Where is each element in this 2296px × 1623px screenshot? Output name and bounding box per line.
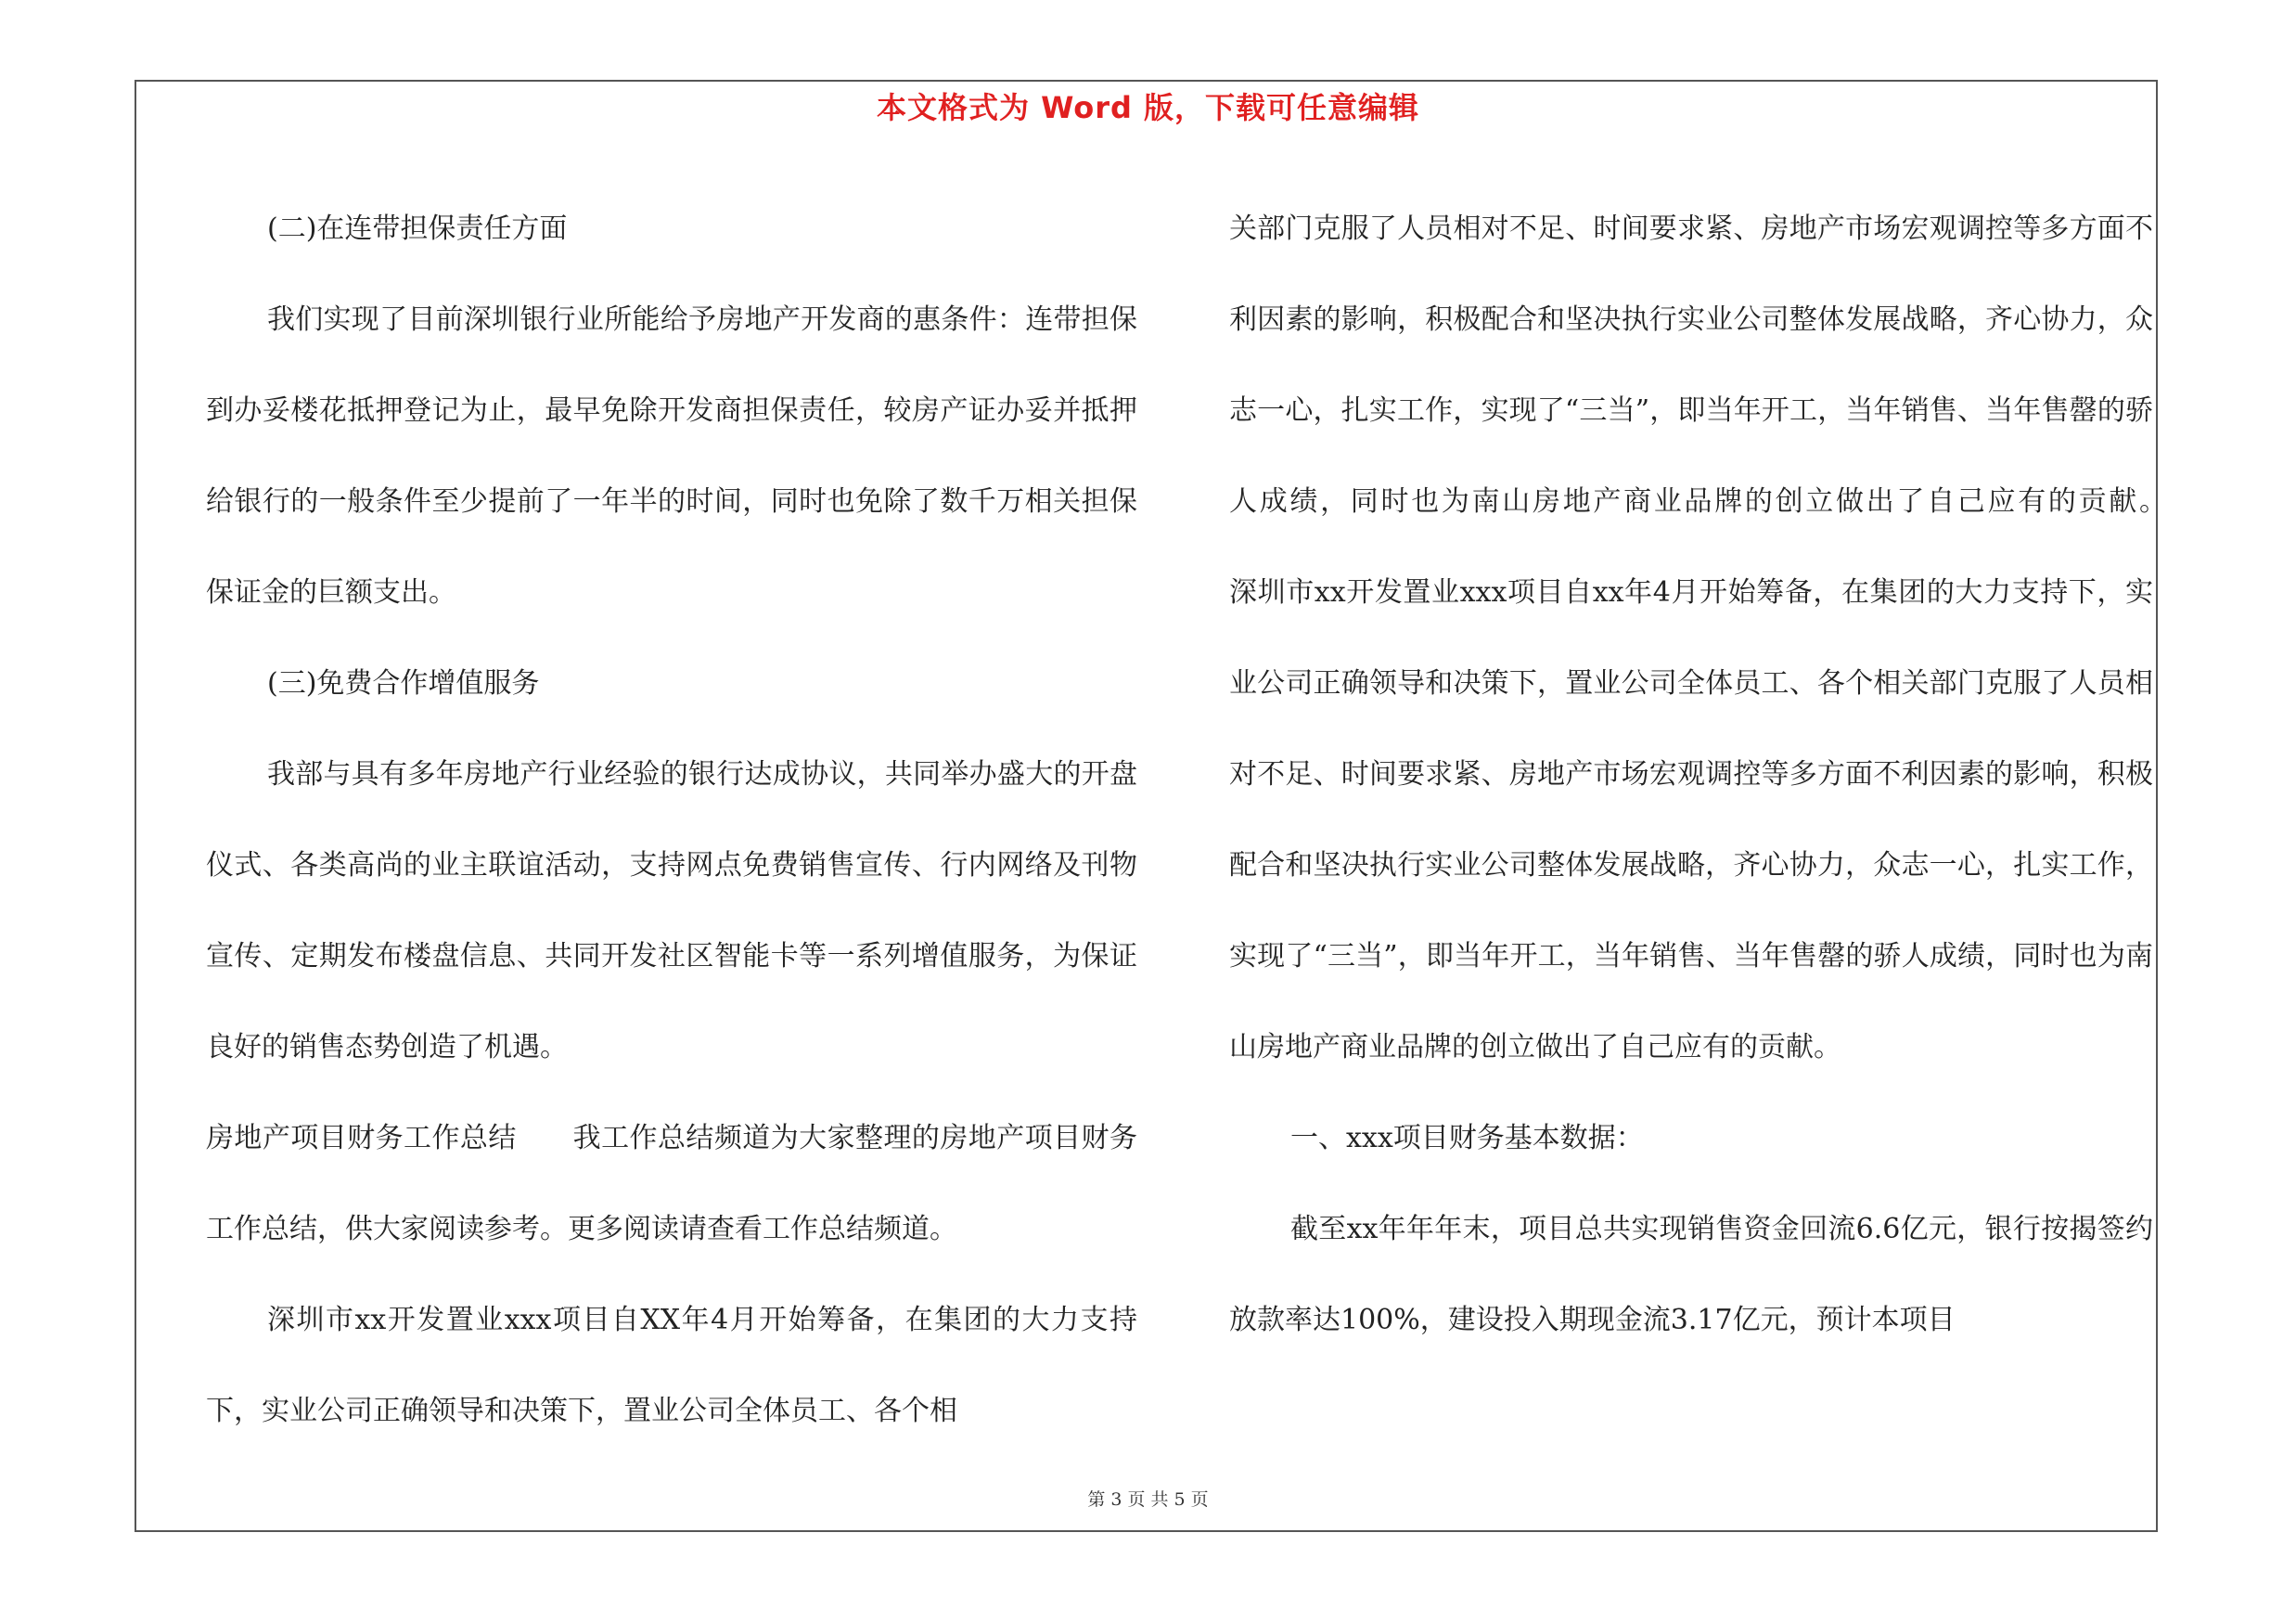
left-column xyxy=(206,184,1137,1457)
word-format-notice: 本文格式为 Word 版，下载可任意编辑 xyxy=(876,90,1420,125)
paragraph-value-added-services: 我部与具有多年房地产行业经验的银行达成协议，共同举办盛大的开盘仪式、各类高尚的业主联谊活动，支持网点免费销售宣传、行内网络及刊物宣传、定期发布楼盘信息、共同开发社区智能卡等一系列增值服务，为保证良好的销售态势创造了机遇。 xyxy=(206,758,1137,1063)
right-column xyxy=(1229,184,2209,1366)
section-heading-financial-data: 一、xxx项目财务基本数据： xyxy=(1290,1122,1644,1154)
paragraph-financial-figures: 截至xx年年年末，项目总共实现销售资金回流6.6亿元，银行按揭签约放款率达100%，建设投入期现金流3.17亿元，预计本项目 xyxy=(1229,1213,2153,1336)
paragraph-guarantee-terms: 我们实现了目前深圳银行业所能给予房地产开发商的惠条件：连带担保到办妥楼花抵押登记为止，最早免除开发商担保责任，较房产证办妥并抵押给银行的一般条件至少提前了一年半的时间，同时也免除了数千万相关担保保证金的巨额支出。 xyxy=(206,303,1137,609)
paragraph-project-start: 深圳市xx开发置业xxx项目自XX年4月开始筹备，在集团的大力支持下，实业公司正确领导和决策下，置业公司全体员工、各个相 xyxy=(206,1304,1137,1427)
page-number: 第 3 页 共 5 页 xyxy=(1087,1489,1209,1510)
section-heading-free-services: (三)免费合作增值服务 xyxy=(267,667,540,700)
section-heading-joint-guarantee: (二)在连带担保责任方面 xyxy=(267,213,568,245)
paragraph-report-intro: 房地产项目财务工作总结 我工作总结频道为大家整理的房地产项目财务工作总结，供大家阅读参考。更多阅读请查看工作总结频道。 xyxy=(206,1122,1137,1245)
paragraph-project-continuation: 关部门克服了人员相对不足、时间要求紧、房地产市场宏观调控等多方面不利因素的影响，积极配合和坚决执行实业公司整体发展战略，齐心协力，众志一心，扎实工作，实现了“三当”，即当年开工，当年销售、当年售罄的骄人成绩，同时也为南山房地产商业品牌的创立做出了自己应有的贡献。 深圳市xx开发置业xxx项目自xx年4月开始筹备，在集团的大力支持下，实业公司正确领导和决策下，置业公司全体员工、各个相关部门克服了人员相对不足、时间要求紧、房地产市场宏观调控等多方面不利因素的影响，积极配合和坚决执行实业公司整体发展战略，齐心协力，众志一心，扎实工作，实现了“三当”，即当年开工，当年销售、当年售罄的骄人成绩，同时也为南山房地产商业品牌的创立做出了自己应有的贡献。 xyxy=(1229,213,2209,1063)
